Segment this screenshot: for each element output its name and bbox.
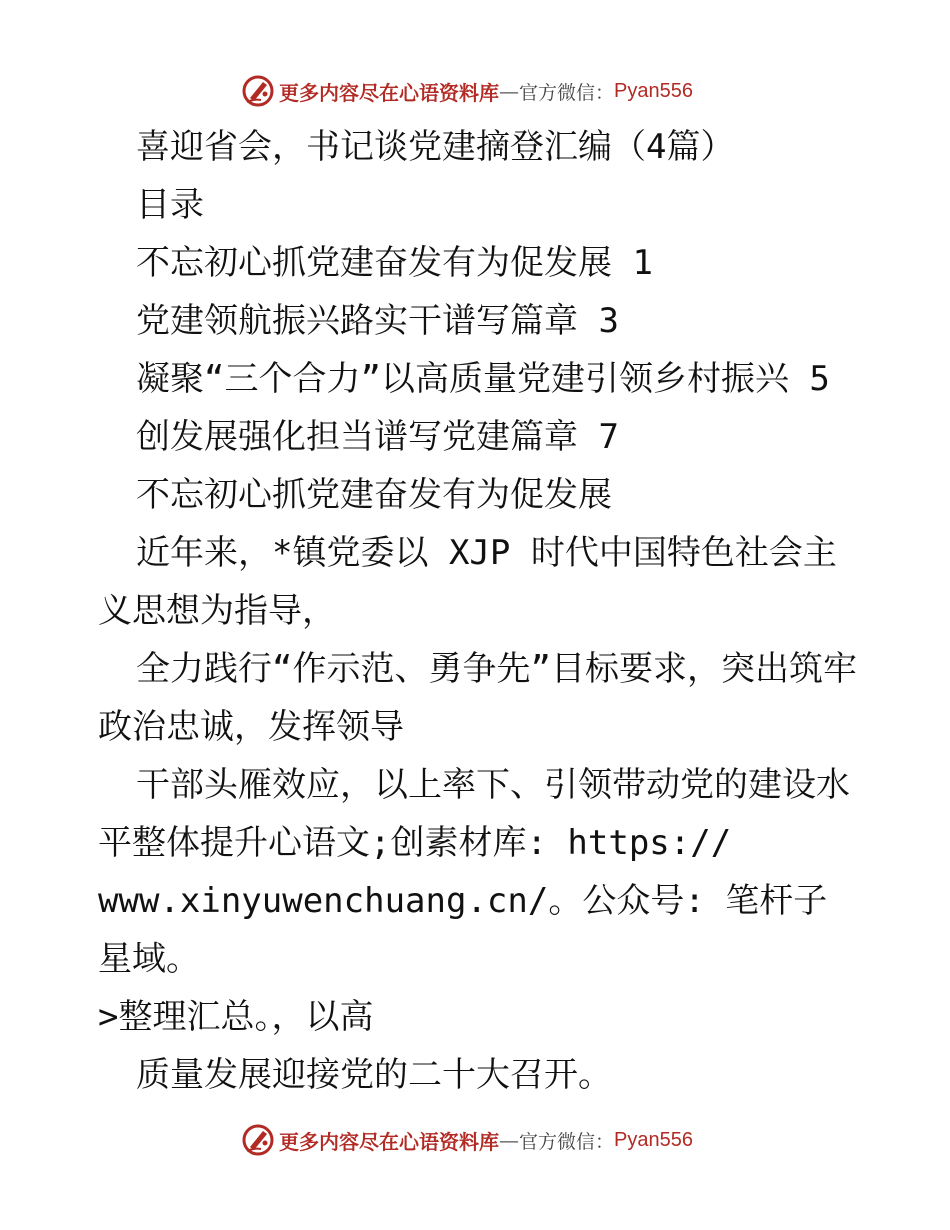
body-paragraph: >整理汇总。，以高 [98,997,374,1037]
body-paragraph: 全力践行“作示范、勇争先”目标要求，突出筑牢政治忠诚，发挥领导 [98,649,857,747]
banner-text: 更多内容尽在心语资料库 [279,80,499,105]
banner-dash: — [499,79,519,103]
body-paragraph: 近年来，*镇党委以 XJP 时代中国特色社会主义思想为指导， [98,533,837,631]
banner-wechat-label: 官方微信： [519,81,615,104]
banner-wechat-id: Pyan556 [614,79,693,102]
footer-banner [0,1120,950,1160]
header-banner [0,71,950,111]
toc-item: 创发展强化担当谱写党建篇章 7 [136,417,619,457]
document-body [98,118,858,1104]
banner-dash: — [499,1128,519,1152]
toc-heading: 目录 [136,185,204,225]
toc-item: 不忘初心抓党建奋发有为促发展 1 [136,243,653,283]
body-paragraph: www.xinyuwenchuang.cn/。公众号: 笔杆子星域。 [98,881,828,979]
logo-icon [241,1123,275,1157]
banner-wechat-id: Pyan556 [614,1128,693,1151]
logo-icon [241,74,275,108]
body-paragraph: 质量发展迎接党的二十大召开。 [136,1055,612,1095]
banner-wechat-label: 官方微信： [519,1130,615,1153]
body-paragraph: 干部头雁效应，以上率下、引领带动党的建设水平整体提升心语文;创素材库: https:// [98,765,850,863]
section-heading: 不忘初心抓党建奋发有为促发展 [136,475,612,515]
toc-item: 凝聚“三个合力”以高质量党建引领乡村振兴 5 [136,359,830,399]
banner-text: 更多内容尽在心语资料库 [279,1129,499,1154]
toc-item: 党建领航振兴路实干谱写篇章 3 [136,301,619,341]
doc-title: 喜迎省会，书记谈党建摘登汇编（4篇） [136,127,735,167]
